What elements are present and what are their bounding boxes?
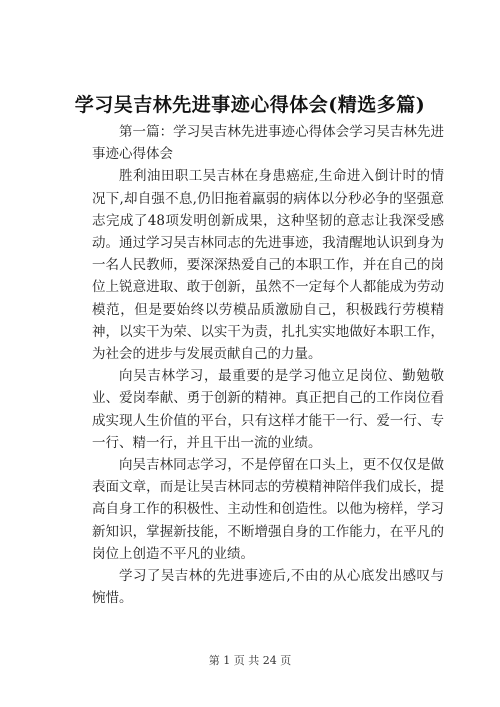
- paragraph: 学习了吴吉林的先进事迹后,不由的从心底发出感叹与惋惜。: [92, 568, 444, 607]
- document-title: 学习吴吉林先进事迹心得体会(精选多篇): [74, 94, 426, 116]
- paragraph: 胜利油田职工吴吉林在身患癌症,生命进入倒计时的情况下,却自强不息,仍旧拖着羸弱的病体以分秒必争的坚强意志完成了48项发明创新成果，这种坚韧的意志让我深受感动。通过学习吴吉林同志的先进事迹，我清醒地认识到身为一名人民教师，要深深热爱自己的本职工作，并在自己的岗位上锐意进取、敢于创新，虽然不一定每个人都能成为劳动模范，但是要始终以劳模品质激励自己，积极践行劳模精神，以实干为荣、以实干为责，扎扎实实地做好本职工作，为社会的进步与发展贡献自己的力量。: [92, 168, 444, 363]
- paragraph: 向吴吉林同志学习，不是停留在口头上，更不仅仅是做表面文章，而是让吴吉林同志的劳模精神陪伴我们成长，提高自身工作的积极性、主动性和创造性。以他为榜样，学习新知识，掌握新技能，不断增强自身的工作能力，在平凡的岗位上创造不平凡的业绩。: [92, 457, 444, 562]
- section-heading: 第一篇：学习吴吉林先进事迹心得体会学习吴吉林先进事迹心得体会: [92, 124, 444, 163]
- paragraph: 向吴吉林学习，最重要的是学习他立足岗位、勤勉敬业、爱岗奉献、勇于创新的精神。真正把自己的工作岗位看成实现人生价值的平台，只有这样才能干一行、爱一行、专一行、精一行，并且干出一流的业绩。: [92, 368, 444, 451]
- page-number-footer: 第 1 页 共 24 页: [208, 654, 292, 667]
- document-body: [92, 121, 444, 609]
